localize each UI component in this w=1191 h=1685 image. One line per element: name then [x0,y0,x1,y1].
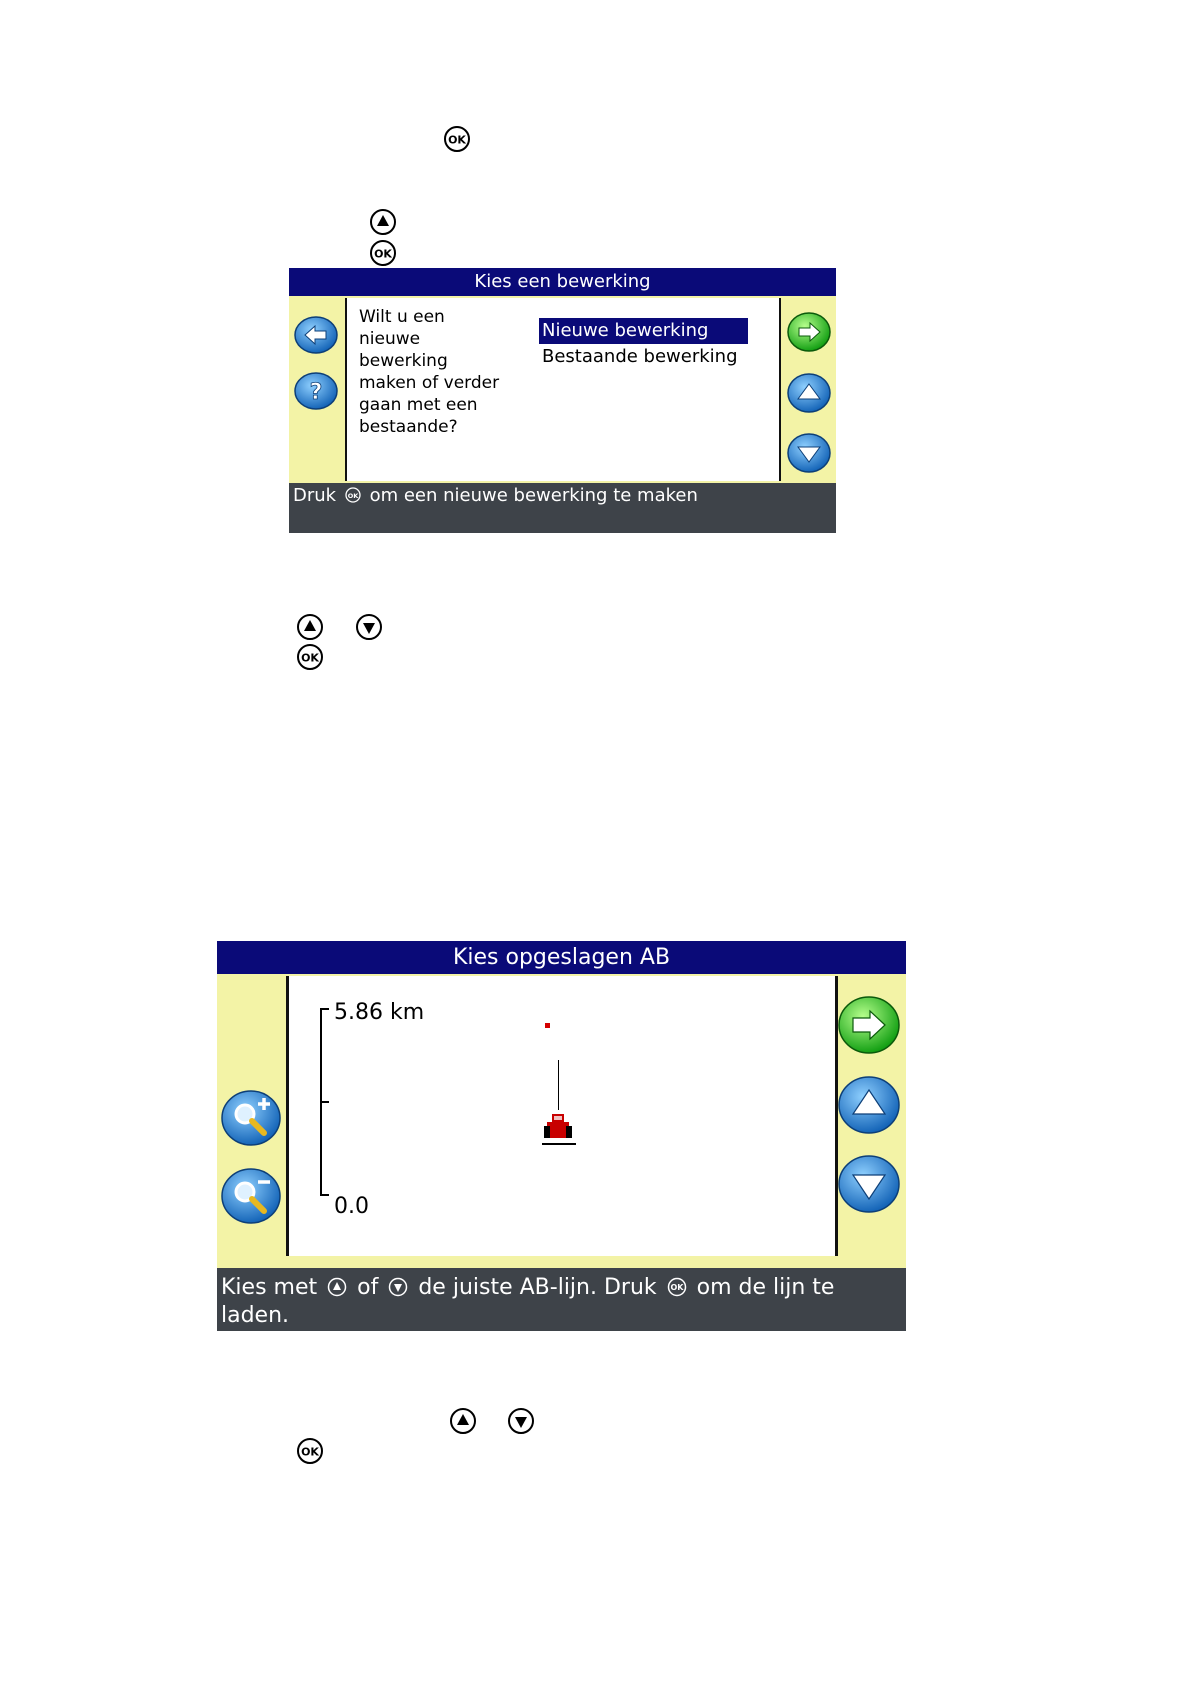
down-button[interactable] [838,1155,900,1213]
svg-text:OK: OK [301,1445,319,1459]
zoom-out-button[interactable] [221,1168,281,1224]
next-button[interactable] [787,312,831,352]
up-button[interactable] [838,1076,900,1134]
down-arrow-icon [787,433,831,473]
svg-text:OK: OK [374,247,392,261]
down-arrow-icon [838,1155,900,1213]
screen-title: Kies opgeslagen AB [217,941,906,974]
ok-icon [345,487,361,503]
status-bar [289,483,836,533]
guidance-line [558,1060,559,1110]
operation-list [539,318,779,370]
ok-icon [296,643,324,671]
option-new-operation[interactable]: Nieuwe bewerking [539,318,748,344]
tractor-icon [542,1112,576,1148]
svg-text:?: ? [309,380,323,405]
ok-icon [443,125,471,153]
down-arrow-icon [388,1277,408,1297]
up-arrow-icon [838,1076,900,1134]
status-text-1: Kies met [221,1275,318,1300]
next-arrow-icon [787,312,831,352]
status-bar [217,1268,906,1331]
zoom-in-icon [221,1090,281,1146]
ok-icon [369,239,397,267]
svg-text:OK: OK [301,651,319,665]
back-button[interactable] [294,316,338,354]
ok-icon [296,1437,324,1465]
back-arrow-icon [294,316,338,354]
zoom-in-button[interactable] [221,1090,281,1146]
option-existing-operation[interactable]: Bestaande bewerking [542,346,738,367]
up-arrow-icon [449,1407,477,1435]
status-text-after: om een nieuwe bewerking te maken [369,485,698,506]
down-arrow-icon [355,613,383,641]
svg-text:OK: OK [670,1283,684,1293]
help-button[interactable] [294,372,338,410]
status-text-4: om de lijn te laden. [221,1275,835,1328]
content-area [345,298,781,481]
down-button[interactable] [787,433,831,473]
ab-point-marker [545,1023,550,1028]
up-arrow-icon [369,208,397,236]
status-text-before: Druk [293,485,337,506]
scale-bottom-label: 0.0 [334,1194,369,1219]
down-arrow-icon [507,1407,535,1435]
up-arrow-icon [787,373,831,413]
scale-top-label: 5.86 km [334,1000,425,1025]
up-arrow-icon [296,613,324,641]
map-view[interactable] [286,976,838,1256]
zoom-out-icon [221,1168,281,1224]
help-icon [294,372,338,410]
next-button[interactable] [838,996,900,1054]
left-button-panel [289,298,344,483]
status-text-2: of [357,1275,379,1300]
next-arrow-icon [838,996,900,1054]
scale-bar [319,1008,333,1198]
select-operation-screen [289,268,836,533]
right-button-panel [781,298,836,483]
svg-text:OK: OK [448,133,466,147]
ok-icon [667,1277,687,1297]
status-text-3: de juiste AB-lijn. Druk [418,1275,657,1300]
up-arrow-icon [327,1277,347,1297]
screen-title: Kies een bewerking [289,268,836,296]
up-button[interactable] [787,373,831,413]
question-text: Wilt u een nieuwe bewerking maken of verder gaan met een bestaande? [359,307,500,437]
select-saved-ab-screen [217,941,906,1331]
svg-text:OK: OK [347,491,359,500]
